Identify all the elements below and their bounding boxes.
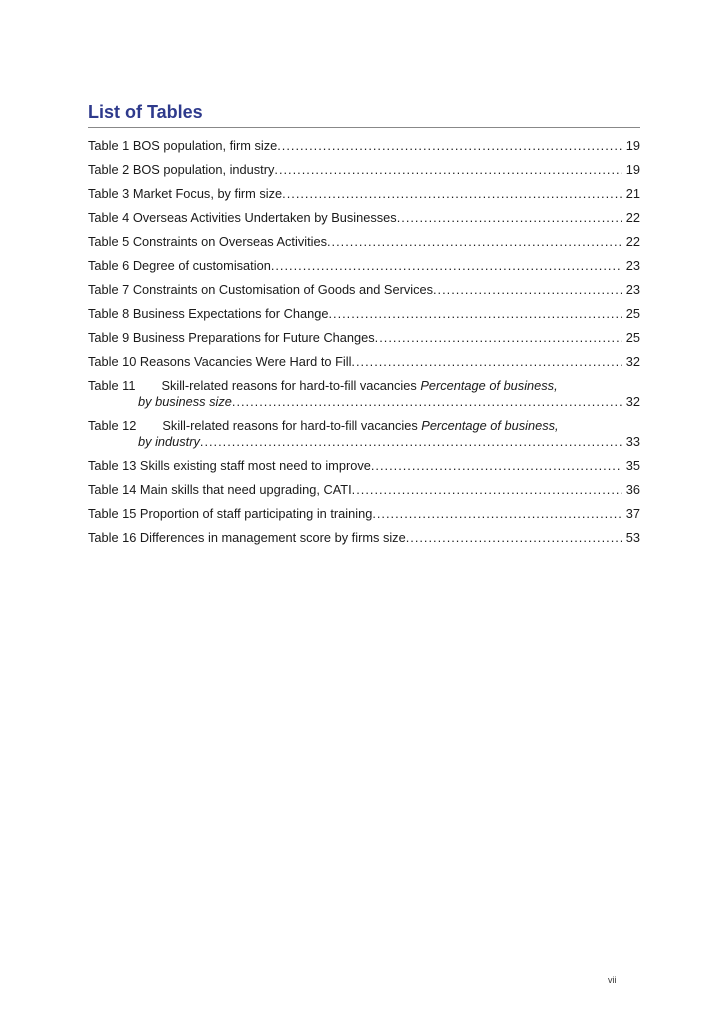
- dot-leader: [271, 258, 622, 274]
- toc-entry-table-14[interactable]: [88, 482, 640, 498]
- toc-entry-label: Table 14 Main skills that need upgrading, CATI: [88, 482, 352, 497]
- toc-entry-second-line: [88, 434, 640, 450]
- toc-entry-table-12[interactable]: [88, 418, 640, 450]
- toc-entry-page: 19: [625, 162, 640, 177]
- toc-entry-number: Table 12: [88, 418, 137, 433]
- toc-entry-label: Table 10 Reasons Vacancies Were Hard to Fill: [88, 354, 352, 369]
- toc-entry-italic-text: by business size: [138, 394, 232, 409]
- dot-leader: [274, 162, 621, 178]
- dot-leader: [371, 458, 622, 474]
- dot-leader: [282, 186, 622, 202]
- toc-entry-label: Table 2 BOS population, industry: [88, 162, 275, 177]
- dot-leader: [397, 210, 622, 226]
- toc-entry-label: Table 3 Market Focus, by firm size: [88, 186, 283, 201]
- page-number: vii: [608, 975, 617, 985]
- toc-entry-label: Table 8 Business Expectations for Change: [88, 306, 329, 321]
- toc-entry-label: Table 5 Constraints on Overseas Activities: [88, 234, 327, 249]
- toc-entry-page: 32: [625, 394, 640, 409]
- toc-entry-table-13[interactable]: [88, 458, 640, 474]
- toc-entry-table-15[interactable]: [88, 506, 640, 522]
- toc-entry-page: 25: [625, 306, 640, 321]
- toc-entry-first-line: [88, 378, 640, 394]
- toc-entry-label: Table 4 Overseas Activities Undertaken by Businesses: [88, 210, 397, 225]
- dot-leader: [406, 530, 622, 546]
- toc-entry-text: Skill-related reasons for hard-to-fill vacancies: [161, 378, 421, 393]
- toc-entry-page: 22: [625, 234, 640, 249]
- toc-entry-table-10[interactable]: [88, 354, 640, 370]
- table-of-contents-list: [88, 138, 640, 554]
- toc-entry-table-3[interactable]: [88, 186, 640, 202]
- dot-leader: [200, 434, 622, 450]
- toc-entry-number: Table 11: [88, 378, 136, 393]
- toc-entry-table-1[interactable]: [88, 138, 640, 154]
- toc-entry-page: 37: [625, 506, 640, 521]
- toc-entry-label: Table 9 Business Preparations for Future Changes: [88, 330, 375, 345]
- toc-entry-italic-text: Percentage of business,: [421, 418, 559, 433]
- toc-entry-table-11[interactable]: [88, 378, 640, 410]
- dot-leader: [351, 354, 621, 370]
- toc-entry-italic-text: Percentage of business,: [420, 378, 558, 393]
- toc-entry-table-8[interactable]: [88, 306, 640, 322]
- list-of-tables-heading: List of Tables: [88, 101, 640, 128]
- toc-entry-label: Table 7 Constraints on Customisation of Goods and Services: [88, 282, 433, 297]
- dot-leader: [232, 394, 622, 410]
- document-page: [88, 0, 640, 1030]
- toc-entry-table-9[interactable]: [88, 330, 640, 346]
- toc-entry-page: 23: [625, 282, 640, 297]
- dot-leader: [327, 234, 622, 250]
- toc-entry-page: 53: [625, 530, 640, 545]
- toc-entry-page: 33: [625, 434, 640, 449]
- toc-entry-page: 35: [625, 458, 640, 473]
- dot-leader: [375, 330, 622, 346]
- dot-leader: [352, 482, 622, 498]
- dot-leader: [433, 282, 622, 298]
- toc-entry-page: 21: [625, 186, 640, 201]
- dot-leader: [277, 138, 622, 154]
- toc-entry-page: 25: [625, 330, 640, 345]
- toc-entry-label: Table 15 Proportion of staff participating in training: [88, 506, 373, 521]
- toc-entry-label: Table 6 Degree of customisation: [88, 258, 271, 273]
- toc-entry-table-5[interactable]: [88, 234, 640, 250]
- toc-entry-page: 23: [625, 258, 640, 273]
- toc-entry-italic-text: by industry: [138, 434, 200, 449]
- toc-entry-page: 19: [625, 138, 640, 153]
- toc-entry-label: Table 16 Differences in management score by firms size: [88, 530, 406, 545]
- toc-entry-table-7[interactable]: [88, 282, 640, 298]
- toc-entry-page: 36: [625, 482, 640, 497]
- dot-leader: [328, 306, 621, 322]
- toc-entry-label: Table 1 BOS population, firm size: [88, 138, 278, 153]
- toc-entry-page: 22: [625, 210, 640, 225]
- toc-entry-table-6[interactable]: [88, 258, 640, 274]
- toc-entry-table-2[interactable]: [88, 162, 640, 178]
- toc-entry-page: 32: [625, 354, 640, 369]
- dot-leader: [372, 506, 621, 522]
- toc-entry-second-line: [88, 394, 640, 410]
- toc-entry-text: Skill-related reasons for hard-to-fill vacancies: [162, 418, 422, 433]
- toc-entry-first-line: [88, 418, 640, 434]
- toc-entry-table-4[interactable]: [88, 210, 640, 226]
- toc-entry-label: Table 13 Skills existing staff most need to improve: [88, 458, 371, 473]
- toc-entry-table-16[interactable]: [88, 530, 640, 546]
